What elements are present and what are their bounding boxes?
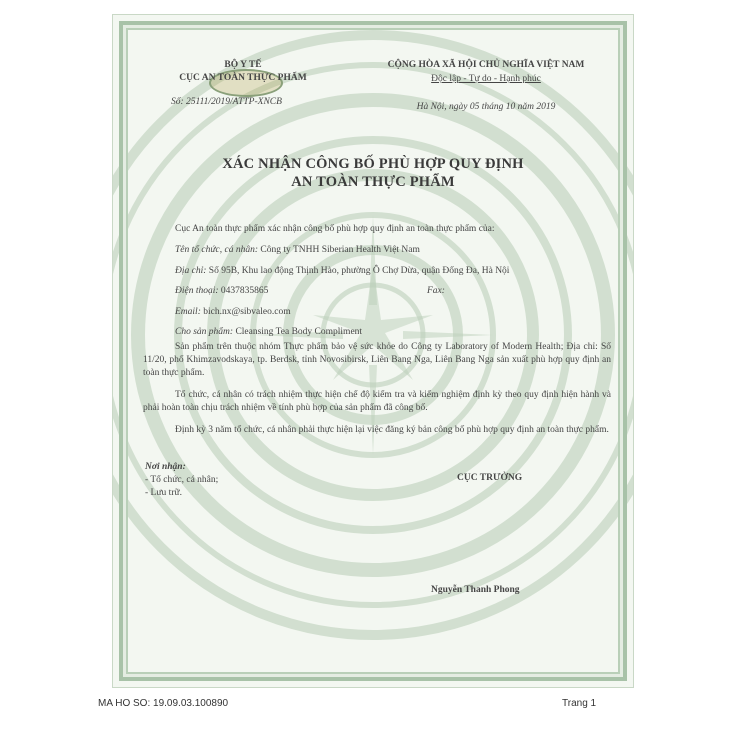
- address-value: Số 95B, Khu lao động Thịnh Hào, phường Ô Chợ Dừa, quận Đống Đa, Hà Nội: [208, 266, 510, 276]
- recipient-item: - Lưu trữ.: [145, 488, 182, 498]
- product-row: [175, 326, 362, 339]
- document-title-line1: XÁC NHẬN CÔNG BỐ PHÙ HỢP QUY ĐỊNH: [222, 156, 524, 172]
- org-row: [175, 244, 420, 257]
- file-code: MA HO SO: 19.09.03.100890: [98, 698, 229, 709]
- signer-name: Nguyễn Thanh Phong: [431, 585, 520, 595]
- address-label: Địa chỉ:: [175, 266, 207, 276]
- page-number: Trang 1: [562, 698, 597, 709]
- email-value: bich.nx@sibvaleo.com: [203, 307, 291, 317]
- phone-row: [175, 285, 268, 298]
- certificate-document: [112, 14, 634, 688]
- product-label: Cho sản phẩm:: [175, 327, 234, 337]
- recipient-item: - Tổ chức, cá nhân;: [145, 475, 219, 485]
- document-title-line2: AN TOÀN THỰC PHẨM: [291, 174, 455, 190]
- email-row: [175, 306, 291, 319]
- product-paragraph: Sản phẩm trên thuộc nhóm Thực phẩm bảo vệ sức khỏe do Công ty Laboratory of Modern Health; Địa chỉ: Số 11/20, phố Khimzavodskaya, tp. Berdsk, tỉnh Novosibirsk, Liên Bang Nga, Liên Bang Nga sản xuất phù hợp quy định an toàn thực phẩm.: [143, 342, 611, 378]
- phone-label: Điện thoại:: [175, 286, 219, 296]
- signer-role: CỤC TRƯỞNG: [457, 473, 523, 483]
- phone-value: 0437835865: [220, 286, 269, 296]
- org-label: Tên tổ chức, cá nhân:: [175, 245, 259, 255]
- address-row: [175, 265, 509, 278]
- email-label: Email:: [175, 307, 201, 317]
- issue-date: Hà Nội, ngày 05 tháng 10 năm 2019: [416, 102, 556, 112]
- ministry-name: BỘ Y TẾ: [224, 60, 262, 70]
- document-number: Số: 25111/2019/ATTP-XNCB: [171, 97, 282, 107]
- org-value: Công ty TNHH Siberian Health Việt Nam: [260, 245, 420, 255]
- department-name: CỤC AN TOÀN THỰC PHẨM: [179, 73, 307, 83]
- national-motto: Độc lập - Tự do - Hạnh phúc: [431, 74, 541, 84]
- recipients-heading: Nơi nhận:: [145, 462, 186, 472]
- responsibility-paragraph: Tổ chức, cá nhân có trách nhiệm thực hiện chế độ kiểm tra và kiểm nghiệm định kỳ theo quy định hiện hành và phải hoàn toàn chịu trách nhiệm về tính phù hợp của sản phẩm đã công bố.: [143, 390, 611, 413]
- renewal-paragraph: Định kỳ 3 năm tổ chức, cá nhân phải thực hiện lại việc đăng ký bản công bố phù hợp quy định an toàn thực phẩm.: [175, 425, 609, 435]
- nation-name: CỘNG HÒA XÃ HỘI CHỦ NGHĨA VIỆT NAM: [387, 60, 585, 70]
- fax-label: Fax:: [427, 286, 445, 296]
- intro-text: Cục An toàn thực phẩm xác nhận công bố phù hợp quy định an toàn thực phẩm của:: [175, 224, 495, 234]
- product-value: Cleansing Tea Body Compliment: [235, 327, 363, 337]
